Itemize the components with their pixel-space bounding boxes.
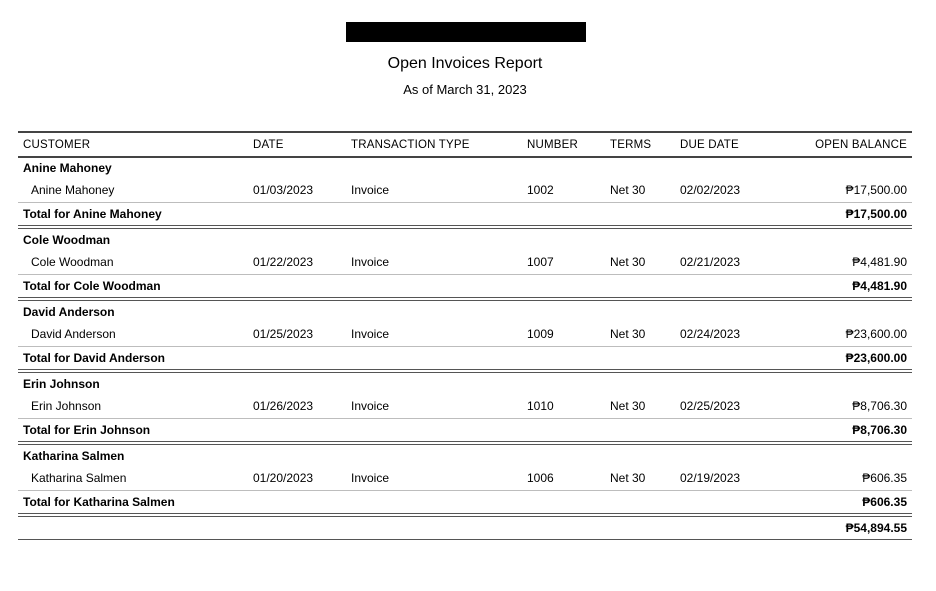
row-transaction-type[interactable]: Invoice — [351, 471, 390, 485]
row-number[interactable]: 1009 — [527, 327, 554, 341]
row-number[interactable]: 1006 — [527, 471, 554, 485]
row-customer[interactable]: Erin Johnson — [31, 399, 102, 413]
redacted-company-name — [346, 22, 586, 42]
customer-total-label: Total for Cole Woodman — [23, 279, 161, 293]
customer-group — [18, 374, 912, 445]
customer-total-row — [18, 275, 912, 301]
customer-group-name[interactable]: Cole Woodman — [23, 233, 111, 247]
row-open-balance[interactable]: ₱8,706.30 — [852, 399, 907, 413]
report-title: Open Invoices Report — [387, 55, 543, 72]
row-terms[interactable]: Net 30 — [610, 399, 646, 413]
row-number[interactable]: 1007 — [527, 255, 554, 269]
customer-group-name[interactable]: Anine Mahoney — [23, 161, 112, 175]
row-open-balance[interactable]: ₱4,481.90 — [852, 255, 907, 269]
row-open-balance[interactable]: ₱23,600.00 — [845, 327, 907, 341]
row-open-balance[interactable]: ₱17,500.00 — [845, 183, 907, 197]
grand-total-row — [18, 517, 912, 540]
row-date[interactable]: 01/22/2023 — [253, 255, 314, 269]
column-header-transaction-type[interactable]: TRANSACTION TYPE — [351, 138, 470, 151]
customer-total-label: Total for Anine Mahoney — [23, 207, 162, 221]
customer-group-name[interactable]: Katharina Salmen — [23, 449, 125, 463]
customer-group-name[interactable]: David Anderson — [23, 305, 115, 319]
customer-group-header — [18, 158, 912, 178]
customer-total-row — [18, 347, 912, 373]
column-header-customer[interactable]: CUSTOMER — [23, 138, 91, 151]
row-due-date[interactable]: 02/24/2023 — [680, 327, 741, 341]
customer-total-row — [18, 203, 912, 229]
row-date[interactable]: 01/20/2023 — [253, 471, 314, 485]
row-due-date[interactable]: 02/25/2023 — [680, 399, 741, 413]
customer-total-amount[interactable]: ₱17,500.00 — [845, 207, 907, 221]
table-header — [18, 133, 912, 158]
column-header-date[interactable]: DATE — [253, 138, 284, 151]
row-due-date[interactable]: 02/21/2023 — [680, 255, 741, 269]
customer-group — [18, 230, 912, 301]
row-customer[interactable]: Katharina Salmen — [31, 471, 127, 485]
customer-group — [18, 302, 912, 373]
table-row[interactable] — [18, 394, 912, 419]
customer-total-label: Total for David Anderson — [23, 351, 166, 365]
customer-group-header — [18, 302, 912, 322]
customer-total-row — [18, 419, 912, 445]
table-row[interactable] — [18, 322, 912, 347]
row-number[interactable]: 1010 — [527, 399, 554, 413]
grand-total-amount: ₱54,894.55 — [845, 521, 907, 535]
customer-group-header — [18, 230, 912, 250]
row-terms[interactable]: Net 30 — [610, 327, 646, 341]
customer-total-amount[interactable]: ₱23,600.00 — [845, 351, 907, 365]
customer-group — [18, 158, 912, 229]
row-terms[interactable]: Net 30 — [610, 255, 646, 269]
column-header-terms[interactable]: TERMS — [610, 138, 652, 151]
column-header-number[interactable]: NUMBER — [527, 138, 579, 151]
customer-group — [18, 446, 912, 517]
column-header-open-balance[interactable]: OPEN BALANCE — [815, 138, 907, 151]
customer-total-row — [18, 491, 912, 517]
customer-total-label: Total for Katharina Salmen — [23, 495, 175, 509]
open-invoices-table — [18, 131, 912, 540]
customer-total-label: Total for Erin Johnson — [23, 423, 151, 437]
row-due-date[interactable]: 02/19/2023 — [680, 471, 741, 485]
row-transaction-type[interactable]: Invoice — [351, 183, 390, 197]
customer-total-amount[interactable]: ₱606.35 — [862, 495, 907, 509]
customer-group-name[interactable]: Erin Johnson — [23, 377, 100, 391]
row-due-date[interactable]: 02/02/2023 — [680, 183, 741, 197]
row-date[interactable]: 01/25/2023 — [253, 327, 314, 341]
customer-total-amount[interactable]: ₱4,481.90 — [852, 279, 907, 293]
row-transaction-type[interactable]: Invoice — [351, 255, 390, 269]
table-row[interactable] — [18, 466, 912, 491]
column-header-due-date[interactable]: DUE DATE — [680, 138, 739, 151]
table-row[interactable] — [18, 178, 912, 203]
table-row[interactable] — [18, 250, 912, 275]
row-number[interactable]: 1002 — [527, 183, 554, 197]
row-date[interactable]: 01/26/2023 — [253, 399, 314, 413]
row-terms[interactable]: Net 30 — [610, 471, 646, 485]
customer-group-header — [18, 374, 912, 394]
row-customer[interactable]: David Anderson — [31, 327, 116, 341]
report-date: As of March 31, 2023 — [403, 82, 527, 97]
row-transaction-type[interactable]: Invoice — [351, 399, 390, 413]
row-open-balance[interactable]: ₱606.35 — [862, 471, 907, 485]
row-customer[interactable]: Anine Mahoney — [31, 183, 115, 197]
customer-total-amount[interactable]: ₱8,706.30 — [852, 423, 907, 437]
row-terms[interactable]: Net 30 — [610, 183, 646, 197]
customer-group-header — [18, 446, 912, 466]
row-date[interactable]: 01/03/2023 — [253, 183, 314, 197]
row-transaction-type[interactable]: Invoice — [351, 327, 390, 341]
row-customer[interactable]: Cole Woodman — [31, 255, 114, 269]
